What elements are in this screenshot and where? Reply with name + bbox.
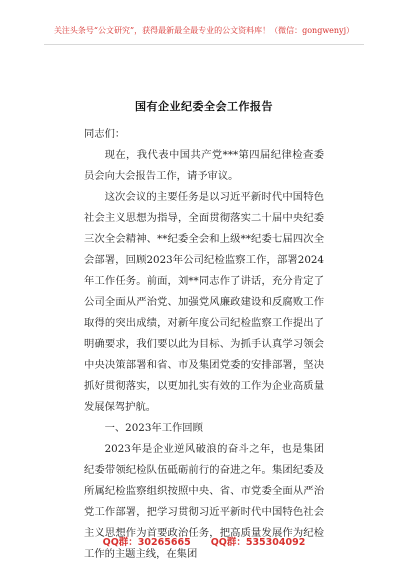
header-divider bbox=[44, 44, 364, 45]
promo-banner: 关注头条号“公文研究”，获得最新最全最专业的公文资料库！（微信：gongwenyj） bbox=[53, 26, 355, 35]
document-title: 国有企业纪委全会工作报告 bbox=[135, 100, 273, 113]
footer-qq-group-2: QQ群：535304092 bbox=[210, 537, 306, 548]
document-body bbox=[84, 120, 324, 565]
body-paragraph: 现在，我代表中国共产党***第四届纪律检查委员会向大会报告工作，请予审议。 bbox=[84, 149, 324, 182]
footer-qq-group-1: QQ群：30265665 bbox=[102, 537, 191, 548]
section-heading: 一、2023年工作回顾 bbox=[104, 422, 203, 434]
body-paragraph: 2023年是企业逆风破浪的奋斗之年，也是集团纪委带领纪检队伍砥砺前行的奋进之年。集团纪委及所属纪检监察组织按照中央、省、市党委全面从严治党工作部署，把学习贯彻习近平新时代中国特色社会主义思想作为首要政治任务，把高质量发展作为纪检工作的主题主线，在集团 bbox=[84, 443, 324, 560]
salutation: 同志们： bbox=[84, 128, 126, 140]
footer-contact bbox=[0, 534, 408, 548]
body-paragraph: 这次会议的主要任务是以习近平新时代中国特色社会主义思想为指导，全面贯彻落实二十届中央纪委三次全会精神、**纪委全会和上级**纪委七届四次全会部署，回顾2023年公司纪检监察工作，部署2024年工作任务。前面，刘**同志作了讲话，充分肯定了公司全面从严治党、加强党风廉政建设和反腐败工作取得的突出成绩，对新年度公司纪检监察工作提出了明确要求，我们要以此为目标、为抓手认真学习领会中央决策部署和省、市及集团党委的安排部署，坚决抓好贯彻落实，以更加扎实有效的工作为企业高质量发展保驾护航。 bbox=[84, 191, 324, 413]
